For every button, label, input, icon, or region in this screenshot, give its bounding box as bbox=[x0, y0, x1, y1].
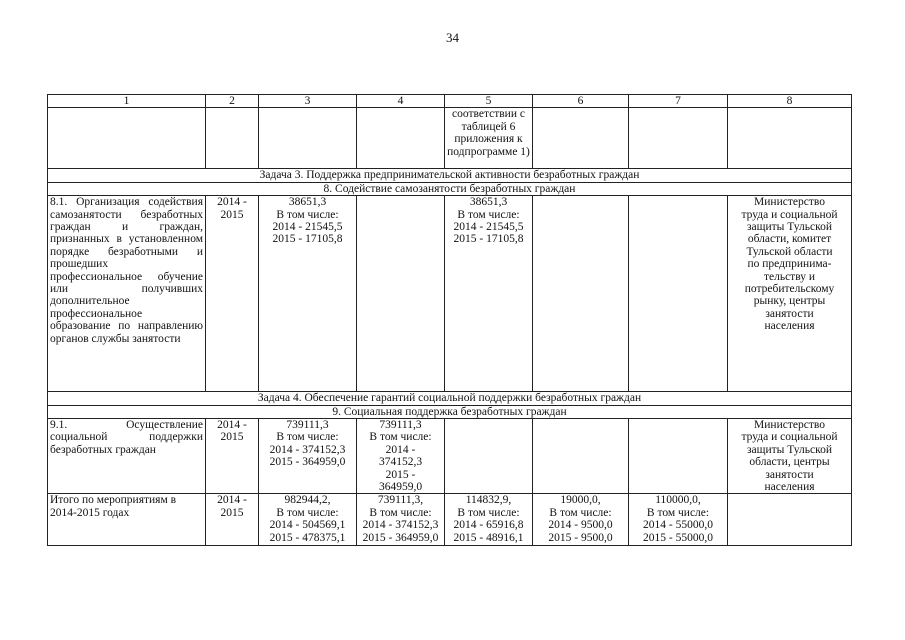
cell bbox=[357, 108, 445, 169]
column-header-5: 5 bbox=[445, 95, 533, 108]
total-col4: 739111,3, В том числе: 2014 - 374152,3 2015 - 364959,0 bbox=[357, 494, 445, 546]
cell bbox=[259, 108, 357, 169]
row-9-1-responsible: Министерство труда и социальной защиты Тульской области, центры занятости населения bbox=[728, 419, 852, 494]
column-header-1: 1 bbox=[48, 95, 206, 108]
row-9-1-col4: 739111,3 В том числе: 2014 - 374152,3 2015 - 364959,0 bbox=[357, 419, 445, 494]
task-4-heading: Задача 4. Обеспечение гарантий социальной поддержки безработных граждан bbox=[48, 392, 852, 405]
total-row bbox=[48, 494, 852, 546]
row-9-1-measure: 9.1. Осуществление социальной поддержки безработных граждан bbox=[48, 419, 206, 494]
cell bbox=[629, 108, 728, 169]
total-col3: 982944,2, В том числе: 2014 - 504569,1 2015 - 478375,1 bbox=[259, 494, 357, 546]
row-8-1-col7 bbox=[629, 196, 728, 392]
section-8-heading: 8. Содействие самозанятости безработных граждан bbox=[48, 182, 852, 195]
row-8-1-col4 bbox=[357, 196, 445, 392]
column-header-2: 2 bbox=[206, 95, 259, 108]
row-9-1-period: 2014 - 2015 bbox=[206, 419, 259, 494]
total-label: Итого по мероприятиям в 2014-2015 годах bbox=[48, 494, 206, 546]
row-9-1-col6 bbox=[533, 419, 629, 494]
section-9-heading: 9. Социальная поддержка безработных граждан bbox=[48, 405, 852, 418]
total-period: 2014 - 2015 bbox=[206, 494, 259, 546]
row-8-1-col5: 38651,3 В том числе: 2014 - 21545,5 2015 - 17105,8 bbox=[445, 196, 533, 392]
task-3-heading: Задача 3. Поддержка предпринимательской активности безработных граждан bbox=[48, 169, 852, 182]
cell bbox=[48, 108, 206, 169]
row-8-1-period: 2014 - 2015 bbox=[206, 196, 259, 392]
column-number-row bbox=[48, 95, 852, 108]
page-number: 34 bbox=[446, 30, 459, 45]
cell bbox=[533, 108, 629, 169]
row-8-1-total: 38651,3 В том числе: 2014 - 21545,5 2015 - 17105,8 bbox=[259, 196, 357, 392]
cell bbox=[206, 108, 259, 169]
row-8-1-measure: 8.1. Организация содействия самозанятости безработных граждан и граждан, признанных в установленном порядке безработными и прошедших профессиональное обучение или получивших дополнительное профессиональное образование по направлению органов службы занятости bbox=[48, 196, 206, 392]
column-header-7: 7 bbox=[629, 95, 728, 108]
row-9-1 bbox=[48, 419, 852, 494]
cell bbox=[728, 108, 852, 169]
total-col5: 114832,9, В том числе: 2014 - 65916,8 2015 - 48916,1 bbox=[445, 494, 533, 546]
section-8-row bbox=[48, 182, 852, 195]
column-header-3: 3 bbox=[259, 95, 357, 108]
total-col6: 19000,0, В том числе: 2014 - 9500,0 2015 - 9500,0 bbox=[533, 494, 629, 546]
continuation-row bbox=[48, 108, 852, 169]
column-header-4: 4 bbox=[357, 95, 445, 108]
row-9-1-col5 bbox=[445, 419, 533, 494]
program-measures-table bbox=[47, 94, 852, 546]
row-9-1-total: 739111,3 В том числе: 2014 - 374152,3 2015 - 364959,0 bbox=[259, 419, 357, 494]
row-8-1-col6 bbox=[533, 196, 629, 392]
task-4-row bbox=[48, 392, 852, 405]
row-8-1 bbox=[48, 196, 852, 392]
section-9-row bbox=[48, 405, 852, 418]
continuation-col5: соответствии с таблицей 6 приложения к подпрограмме 1) bbox=[445, 108, 533, 169]
column-header-8: 8 bbox=[728, 95, 852, 108]
task-3-row bbox=[48, 169, 852, 182]
row-9-1-col7 bbox=[629, 419, 728, 494]
total-col8 bbox=[728, 494, 852, 546]
column-header-6: 6 bbox=[533, 95, 629, 108]
row-8-1-responsible: Министерство труда и социальной защиты Тульской области, комитет Тульской области по предпринима- тельству и потребительскому рынку, центры занятости населения bbox=[728, 196, 852, 392]
total-col7: 110000,0, В том числе: 2014 - 55000,0 2015 - 55000,0 bbox=[629, 494, 728, 546]
